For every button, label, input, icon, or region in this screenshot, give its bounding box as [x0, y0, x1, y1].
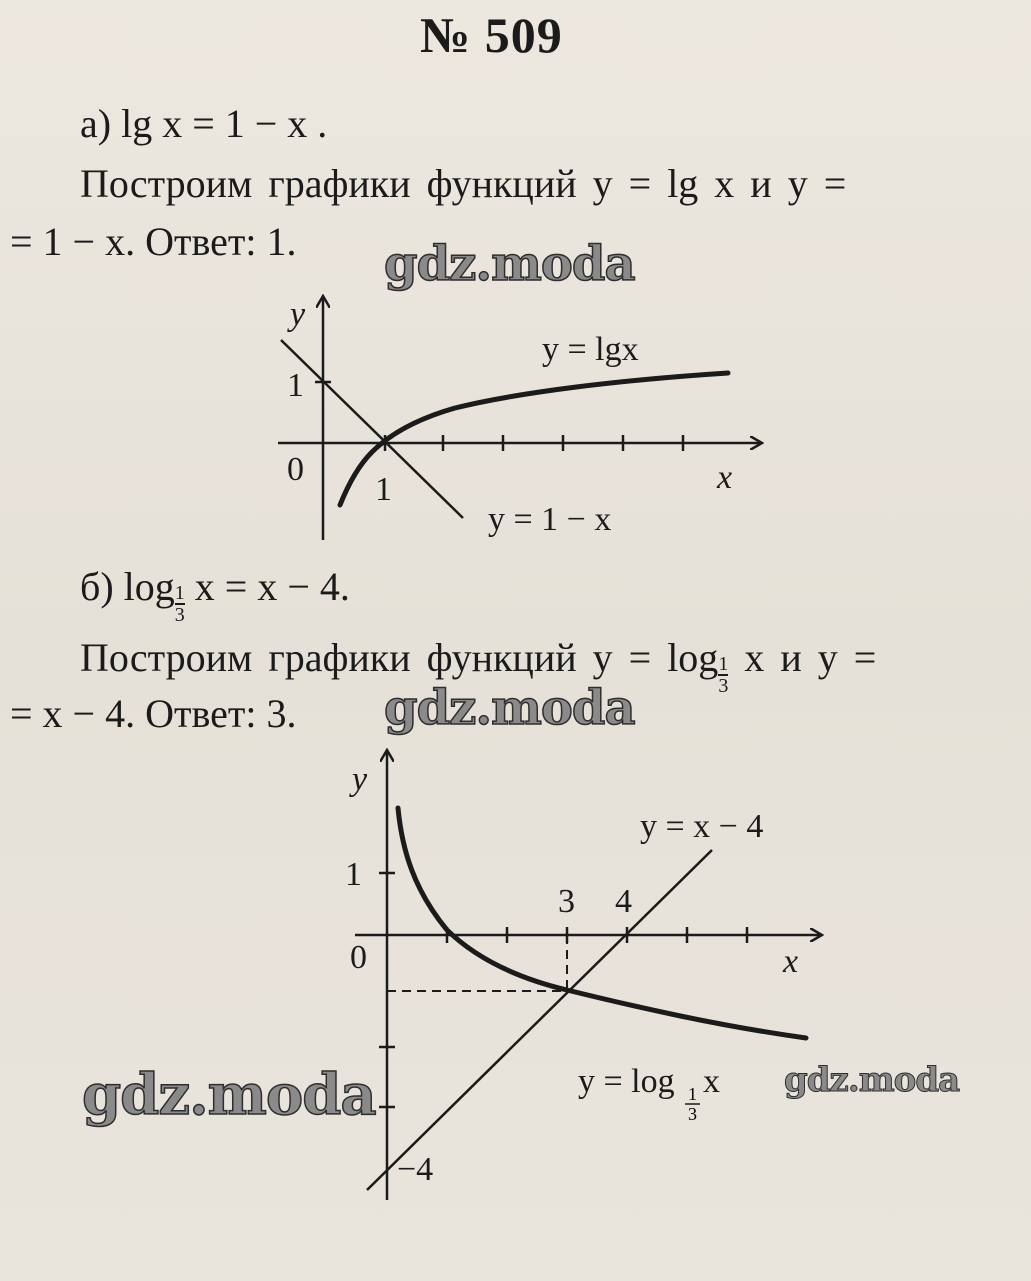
graph-b-curve-label-prefix: y = log: [578, 1063, 675, 1100]
part-b-log: log: [123, 564, 175, 609]
watermark-2: gdz.moda: [384, 680, 635, 736]
text-base-numerator: 1: [718, 653, 729, 676]
part-a-text-line2: = 1 − x. Ответ: 1.: [10, 219, 297, 264]
graph-b-line-label: y = x − 4: [640, 808, 764, 845]
graph-b-curve-base-den: 3: [688, 1104, 697, 1124]
graph-a-origin: 0: [287, 451, 304, 488]
graph-b-x-label: x: [783, 943, 799, 980]
base-denominator: 3: [174, 604, 185, 627]
watermark-1: gdz.moda: [384, 236, 635, 292]
graph-b-y-label: y: [352, 761, 368, 798]
graph-b-line: [367, 850, 712, 1190]
part-b-text-line1-start: Построим графики функций y = log: [80, 635, 719, 680]
graph-a-log-curve: [340, 373, 728, 505]
graph-b-x-tick-4: 4: [615, 883, 632, 920]
text-base-denominator: 3: [718, 675, 729, 698]
graph-a-x-tick-label: 1: [375, 471, 392, 508]
part-b-prefix: б): [80, 564, 114, 609]
graph-b-curve-base-num: 1: [688, 1084, 697, 1104]
graph-b-curve-label: [578, 1063, 720, 1124]
graph-b-origin: 0: [350, 939, 367, 976]
graph-a-y-tick-label: 1: [287, 367, 304, 404]
part-a-prefix: а): [80, 101, 112, 146]
watermark-3: gdz.moda: [82, 1062, 376, 1128]
part-b-equation-rest: x = x − 4.: [184, 564, 350, 609]
watermark-4: gdz.moda: [784, 1060, 960, 1100]
graph-a-line: [281, 340, 463, 518]
part-a-equation-text: lg x = 1 − x .: [121, 101, 328, 146]
graph-b-x-tick-3: 3: [558, 883, 575, 920]
problem-number: № 509: [420, 7, 563, 63]
graph-b-y-neg-label: −4: [397, 1151, 434, 1188]
base-numerator: 1: [174, 582, 185, 605]
part-b-text-line2: = x − 4. Ответ: 3.: [10, 691, 297, 736]
graph-a-curve-label: y = lgx: [542, 331, 639, 368]
graph-a-line-label: y = 1 − x: [488, 501, 612, 538]
part-b-text-line1-end: x и y =: [728, 635, 877, 680]
part-a-text-line1: Построим графики функций y = lg x и y =: [80, 161, 847, 206]
graph-a-y-label: y: [290, 296, 306, 333]
graph-b: [345, 752, 820, 1200]
graph-b-curve-label-suffix: x: [703, 1063, 720, 1100]
graph-b-y-tick-label: 1: [345, 856, 362, 893]
graph-a-x-label: x: [717, 459, 733, 496]
graph-a: [278, 296, 760, 540]
